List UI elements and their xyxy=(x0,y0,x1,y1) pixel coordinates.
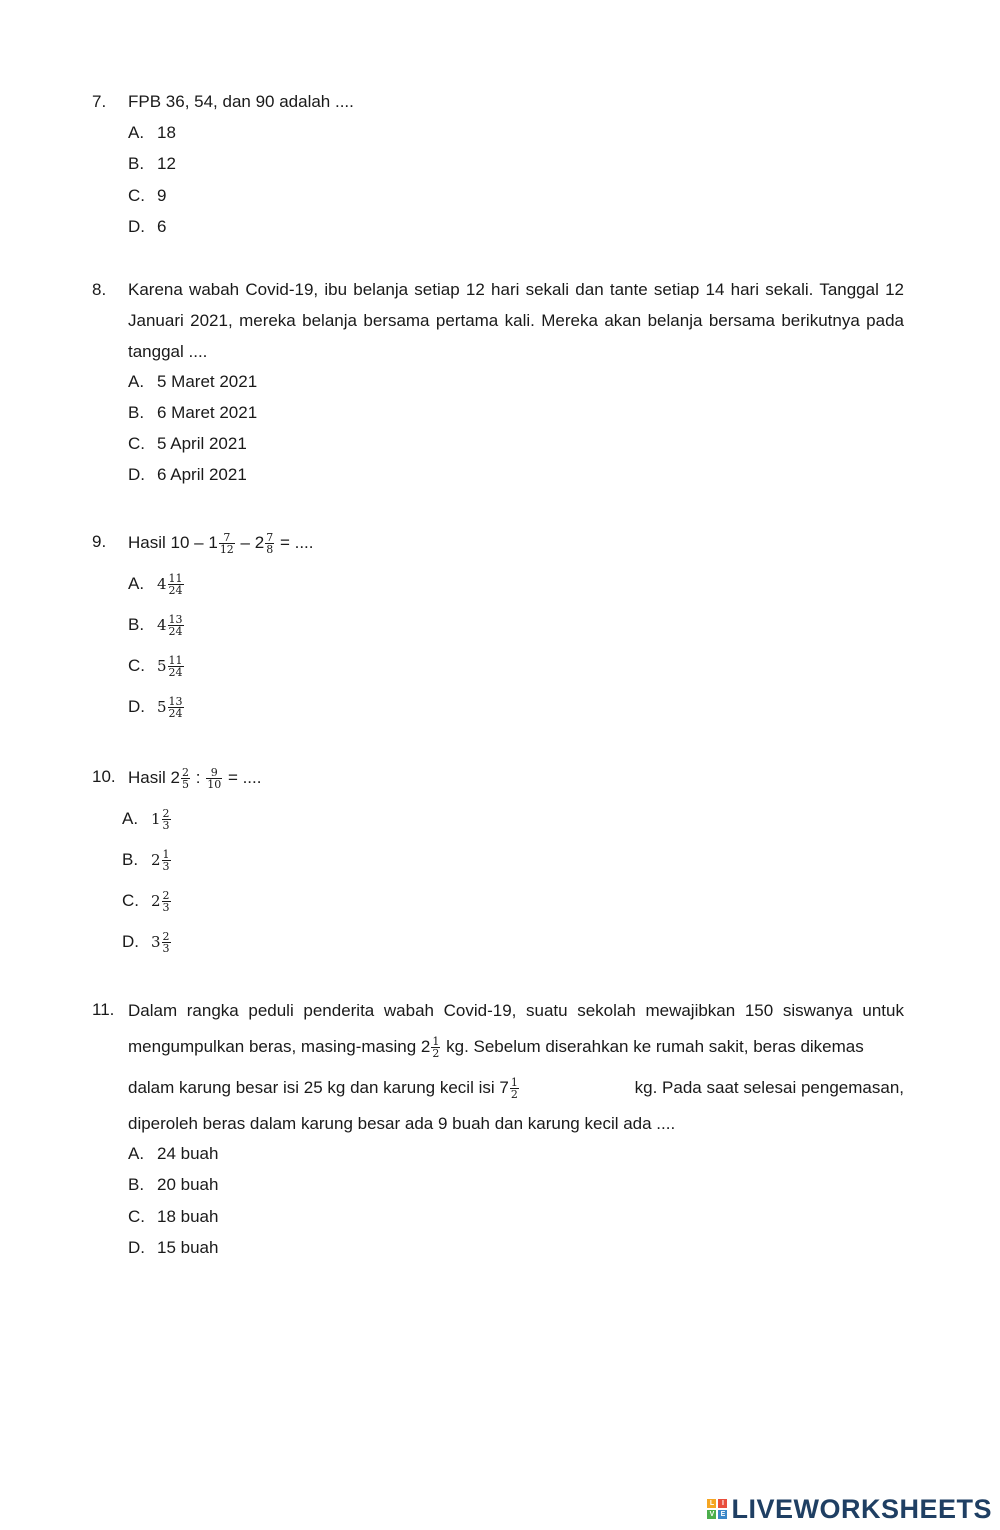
option-b[interactable] xyxy=(128,1173,218,1197)
numerator: 2 xyxy=(162,930,170,944)
option-letter: A. xyxy=(128,372,145,391)
option-text: 6 Maret 2021 xyxy=(157,403,258,422)
denominator: 2 xyxy=(510,1088,518,1102)
logo-cell: V xyxy=(707,1510,716,1519)
fraction xyxy=(162,890,171,913)
question-text: Karena wabah Covid-19, ibu belanja setiap 12 hari sekali dan tante setiap 14 hari sekali. Tanggal 12 Januari 2021, mereka belanja bersama pertama kali. Mereka akan belanja bersama berikutnya pada tanggal .... xyxy=(128,280,904,361)
option-text: 24 buah xyxy=(157,1144,219,1163)
mixed-whole: 5 xyxy=(157,657,167,675)
mixed-whole: 4 xyxy=(157,616,167,634)
expression-prefix: Hasil 10 – xyxy=(128,533,204,552)
option-text: 6 xyxy=(157,217,167,236)
fraction xyxy=(162,849,171,872)
option-letter: B. xyxy=(128,403,145,422)
logo-cell: I xyxy=(718,1499,727,1508)
option-b[interactable] xyxy=(128,401,257,425)
mixed-whole: 3 xyxy=(151,933,161,951)
numerator: 9 xyxy=(210,766,218,780)
mixed-whole: 1 xyxy=(208,533,218,552)
logo-icon xyxy=(707,1499,727,1519)
question-expression xyxy=(128,763,904,793)
mixed-whole: 2 xyxy=(170,768,180,787)
option-a[interactable] xyxy=(128,1142,218,1166)
fraction xyxy=(168,655,184,678)
option-letter: D. xyxy=(128,697,145,716)
option-letter: A. xyxy=(128,1144,145,1163)
numerator: 2 xyxy=(182,766,189,780)
option-text: 18 xyxy=(157,123,176,142)
numerator: 2 xyxy=(162,807,170,821)
option-b[interactable] xyxy=(128,609,185,641)
denominator: 3 xyxy=(162,860,170,874)
numerator: 2 xyxy=(162,889,170,903)
numerator: 7 xyxy=(223,531,231,545)
option-text: 5 Maret 2021 xyxy=(157,372,258,391)
option-c[interactable] xyxy=(128,1205,218,1229)
text-segment: dalam karung besar isi 25 kg dan karung kecil isi 7 xyxy=(128,1078,509,1097)
numerator: 13 xyxy=(168,613,183,627)
option-c[interactable] xyxy=(128,432,247,456)
mixed-whole: 2 xyxy=(254,533,265,552)
option-d[interactable] xyxy=(128,215,166,239)
mixed-whole: 4 xyxy=(157,575,167,593)
text-segment-left xyxy=(128,1073,520,1103)
question-expression xyxy=(128,528,904,558)
fraction xyxy=(431,1036,440,1059)
numerator: 11 xyxy=(168,572,183,586)
logo-cell: L xyxy=(707,1499,716,1508)
option-letter: C. xyxy=(128,1207,145,1226)
option-c[interactable] xyxy=(128,184,166,208)
denominator: 24 xyxy=(168,584,183,598)
option-letter: B. xyxy=(128,154,145,173)
denominator: 3 xyxy=(162,901,170,915)
mixed-whole: 1 xyxy=(151,810,161,828)
fraction xyxy=(168,614,184,637)
option-text: 20 buah xyxy=(157,1175,219,1194)
fraction xyxy=(510,1077,519,1100)
option-letter: A. xyxy=(128,123,145,142)
question-text-line-3 xyxy=(128,1073,904,1103)
denominator: 5 xyxy=(182,778,189,792)
option-a[interactable] xyxy=(128,568,185,600)
fraction xyxy=(265,532,274,555)
option-c[interactable] xyxy=(128,650,185,682)
option-letter: D. xyxy=(128,217,145,236)
option-text: 15 buah xyxy=(157,1238,219,1257)
text-segment: mengumpulkan beras, masing-masing 2 xyxy=(128,1037,431,1056)
liveworksheets-watermark[interactable] xyxy=(707,1494,992,1524)
question-number: 11. xyxy=(92,1000,115,1019)
option-a[interactable] xyxy=(122,803,172,835)
option-letter: D. xyxy=(128,465,145,484)
numerator: 11 xyxy=(168,654,183,668)
fraction xyxy=(219,532,235,555)
fraction xyxy=(168,573,184,596)
mixed-whole: 2 xyxy=(151,851,161,869)
option-letter: A. xyxy=(128,574,145,593)
option-letter: B. xyxy=(128,615,145,634)
option-a[interactable] xyxy=(128,370,257,394)
option-text: 6 April 2021 xyxy=(157,465,247,484)
option-d[interactable] xyxy=(122,926,172,958)
option-b[interactable] xyxy=(128,152,176,176)
question-text: Dalam rangka peduli penderita wabah Covid-19, suatu sekolah mewajibkan 150 siswanya untuk xyxy=(128,1001,904,1020)
option-text: 18 buah xyxy=(157,1207,219,1226)
denominator: 3 xyxy=(162,942,170,956)
fraction xyxy=(162,808,171,831)
question-text: FPB 36, 54, dan 90 adalah .... xyxy=(128,92,354,111)
option-letter: D. xyxy=(128,1238,145,1257)
mixed-whole: 2 xyxy=(151,892,161,910)
question-number: 10. xyxy=(92,767,116,786)
option-d[interactable] xyxy=(128,463,247,487)
numerator: 13 xyxy=(168,695,183,709)
option-a[interactable] xyxy=(128,121,176,145)
option-b[interactable] xyxy=(122,844,172,876)
numerator: 1 xyxy=(162,848,170,862)
text-segment: kg. Pada saat selesai pengemasan, xyxy=(634,1078,904,1097)
numerator: 7 xyxy=(266,531,274,545)
expression-suffix: = .... xyxy=(279,533,314,552)
fraction xyxy=(168,696,184,719)
operator: : xyxy=(195,768,201,787)
denominator: 12 xyxy=(219,543,234,557)
option-letter: D. xyxy=(122,932,139,951)
option-letter: B. xyxy=(122,850,139,869)
question-text-line-4: diperoleh beras dalam karung besar ada 9 buah dan karung kecil ada .... xyxy=(128,1114,676,1133)
option-d[interactable] xyxy=(128,691,185,723)
denominator: 3 xyxy=(162,819,170,833)
fraction xyxy=(206,767,222,790)
fraction xyxy=(181,767,190,790)
denominator: 24 xyxy=(168,707,183,721)
watermark-text: LIVEWORKSHEETS xyxy=(731,1493,992,1524)
denominator: 8 xyxy=(266,543,274,557)
option-letter: B. xyxy=(128,1175,145,1194)
question-number: 7. xyxy=(92,92,107,111)
question-text-line-2 xyxy=(128,1032,904,1062)
text-segment: kg. Sebelum diserahkan ke rumah sakit, beras dikemas xyxy=(446,1037,864,1056)
denominator: 24 xyxy=(168,625,183,639)
operator: – xyxy=(240,533,251,552)
option-letter: C. xyxy=(122,891,139,910)
mixed-whole: 5 xyxy=(157,698,167,716)
denominator: 2 xyxy=(432,1047,440,1061)
denominator: 10 xyxy=(207,778,222,792)
expression-prefix: Hasil xyxy=(128,768,166,787)
expression-suffix: = .... xyxy=(227,768,262,787)
option-d[interactable] xyxy=(128,1236,218,1260)
fraction xyxy=(162,931,171,954)
question-number: 8. xyxy=(92,280,107,299)
option-letter: A. xyxy=(122,809,139,828)
logo-cell: E xyxy=(718,1510,727,1519)
option-text: 12 xyxy=(157,154,176,173)
option-c[interactable] xyxy=(122,885,172,917)
denominator: 24 xyxy=(168,666,183,680)
option-letter: C. xyxy=(128,434,145,453)
option-letter: C. xyxy=(128,656,145,675)
option-text: 5 April 2021 xyxy=(157,434,247,453)
option-letter: C. xyxy=(128,186,145,205)
numerator: 1 xyxy=(510,1076,518,1090)
question-number: 9. xyxy=(92,532,107,551)
numerator: 1 xyxy=(432,1035,440,1049)
option-text: 9 xyxy=(157,186,167,205)
